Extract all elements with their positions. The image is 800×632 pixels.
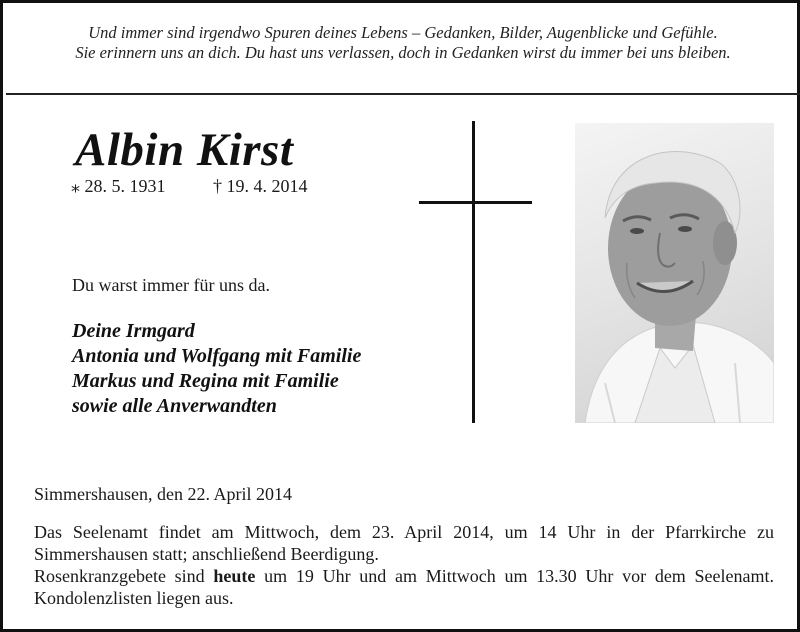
service-paragraph: Das Seelenamt findet am Mittwoch, dem 23. April 2014, um 14 Uhr in der Pfarrkirche zu Simmershausen statt; anschließend Beerdigung. [34, 522, 774, 564]
mourner-item: sowie alle Anverwandten [72, 395, 277, 417]
motto-line-2: Sie erinnern uns an dich. Du hast uns verlassen, doch in Gedanken wirst du immer bei uns bleiben. [75, 43, 731, 62]
rosary-paragraph [34, 565, 774, 609]
memorial-quote: Du warst immer für uns da. [72, 275, 270, 295]
cross-icon-vertical [472, 121, 475, 423]
mourner-item: Markus und Regina mit Familie [72, 370, 339, 392]
death-date: † 19. 4. 2014 [213, 176, 308, 196]
service-information [34, 521, 774, 609]
mourners-list [72, 319, 361, 419]
deceased-name: Albin Kirst [75, 124, 294, 176]
cross-icon-horizontal [419, 201, 532, 204]
rosary-highlight: heute [213, 566, 256, 586]
memorial-motto [3, 23, 800, 63]
portrait-photo [575, 123, 774, 423]
divider-line [6, 93, 800, 95]
rosary-text-end: um 19 Uhr und am Mittwoch um 13.30 Uhr vor dem Seelenamt. Kondolenzlisten liegen aus. [34, 566, 775, 608]
rosary-text-start: Rosenkranzgebete sind [34, 566, 214, 586]
place-and-date: Simmershausen, den 22. April 2014 [34, 484, 292, 504]
motto-line-1: Und immer sind irgendwo Spuren deines Lebens – Gedanken, Bilder, Augenblicke und Gefühle. [88, 23, 718, 42]
portrait-illustration [575, 123, 774, 423]
mourner-item: Deine Irmgard [72, 320, 195, 342]
mourner-item: Antonia und Wolfgang mit Familie [72, 345, 362, 367]
birth-date: ⁎ 28. 5. 1931 [71, 176, 166, 196]
